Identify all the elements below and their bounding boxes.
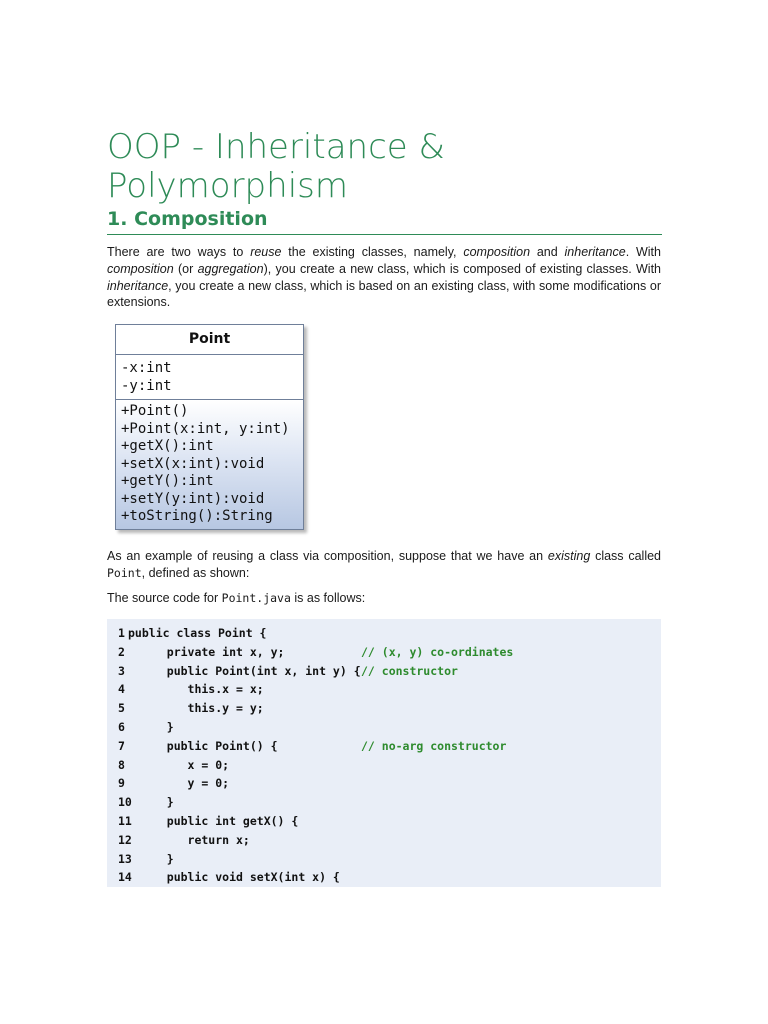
code-text: this.x = x; <box>146 682 264 697</box>
intro-segment: inheritance <box>107 278 169 293</box>
code-text: x = 0; <box>146 757 230 772</box>
code-text: } <box>146 719 174 734</box>
line-number: 9 <box>118 776 125 791</box>
line-number: 8 <box>118 757 125 772</box>
line-number: 6 <box>118 719 125 734</box>
intro-segment: and <box>530 245 565 259</box>
example-para-segment: Point <box>107 565 142 580</box>
code-text: public void setX(int x) { <box>146 870 340 885</box>
intro-segment: the existing classes, namely, <box>281 245 464 259</box>
uml-method: +getX():int <box>121 438 214 454</box>
code-text: private int x, y; <box>146 644 285 659</box>
uml-class-name: Point <box>116 325 303 355</box>
code-line <box>118 774 661 793</box>
code-text: } <box>146 795 174 810</box>
code-line <box>118 812 661 831</box>
uml-field: -y:int <box>121 377 172 394</box>
uml-method: +setY(y:int):void <box>121 490 265 507</box>
section-title: Composition <box>134 208 268 230</box>
intro-segment: ), you create a new class, which is composed of existing classes. With <box>263 261 661 276</box>
uml-method: +getY():int <box>121 473 214 489</box>
uml-class-diagram <box>115 324 304 530</box>
code-text: y = 0; <box>146 776 230 791</box>
code-block <box>107 619 661 887</box>
line-number: 5 <box>118 701 125 716</box>
code-line <box>118 680 661 699</box>
intro-segment: . With <box>625 245 661 259</box>
source-paragraph <box>107 590 661 607</box>
intro-segment: reuse <box>250 245 282 259</box>
uml-method: +setX(x:int):void <box>121 455 265 472</box>
example-paragraph <box>107 548 661 582</box>
line-number: 11 <box>118 813 132 828</box>
code-text: public int getX() { <box>146 813 299 828</box>
line-number: 13 <box>118 851 132 866</box>
line-number: 12 <box>118 832 132 847</box>
code-text: return x; <box>146 832 250 847</box>
uml-fields <box>116 355 303 400</box>
code-line <box>118 643 661 662</box>
section-number: 1. <box>107 208 128 230</box>
code-line <box>118 868 661 887</box>
code-comment: // constructor <box>361 663 458 678</box>
example-para-segment: , defined as shown: <box>141 565 250 580</box>
code-line <box>118 718 661 737</box>
line-number: 3 <box>118 663 125 678</box>
intro-segment: composition <box>107 261 174 276</box>
uml-field: -x:int <box>121 360 172 376</box>
code-line <box>118 662 661 681</box>
code-line <box>118 737 661 756</box>
source-para-segment: The source code for <box>107 591 222 605</box>
example-para-segment: As an example of reusing a class via composition, suppose that we have an <box>107 549 548 563</box>
example-para-segment: class called <box>590 549 661 563</box>
page-title: OOP - Inheritance & Polymorphism <box>107 127 446 206</box>
intro-segment: (or <box>173 261 198 276</box>
uml-method: +Point(x:int, y:int) <box>121 420 290 437</box>
code-comment: // no-arg constructor <box>361 738 507 753</box>
uml-method: +toString():String <box>121 508 273 524</box>
code-text: public Point() { <box>146 738 278 753</box>
code-line <box>118 831 661 850</box>
uml-method: +Point() <box>121 403 189 419</box>
example-para-segment: existing <box>547 549 591 563</box>
code-text: public class Point { <box>128 626 267 640</box>
code-line <box>118 793 661 812</box>
section-heading <box>107 207 662 235</box>
line-number: 7 <box>118 738 125 753</box>
code-line <box>118 850 661 869</box>
line-number: 2 <box>118 644 125 659</box>
line-number: 1 <box>118 626 125 640</box>
intro-segment: inheritance <box>564 245 626 259</box>
uml-methods <box>116 400 303 529</box>
code-text: this.y = y; <box>146 701 264 716</box>
code-text: public Point(int x, int y) { <box>146 663 361 678</box>
code-comment: // (x, y) co-ordinates <box>361 644 514 659</box>
source-para-segment: is as follows: <box>290 591 366 605</box>
source-para-segment: Point.java <box>221 591 291 605</box>
code-line <box>118 624 661 643</box>
intro-segment: composition <box>463 245 531 259</box>
line-number: 10 <box>118 795 132 810</box>
line-number: 4 <box>118 682 125 697</box>
intro-paragraph <box>107 244 661 311</box>
intro-segment: aggregation <box>197 261 264 276</box>
code-line <box>118 756 661 775</box>
line-number: 14 <box>118 870 132 885</box>
intro-segment: There are two ways to <box>107 245 251 259</box>
code-text: } <box>146 851 174 866</box>
intro-segment: , you create a new class, which is based on an existing class, with some modifications or extensions. <box>107 278 661 310</box>
code-line <box>118 699 661 718</box>
